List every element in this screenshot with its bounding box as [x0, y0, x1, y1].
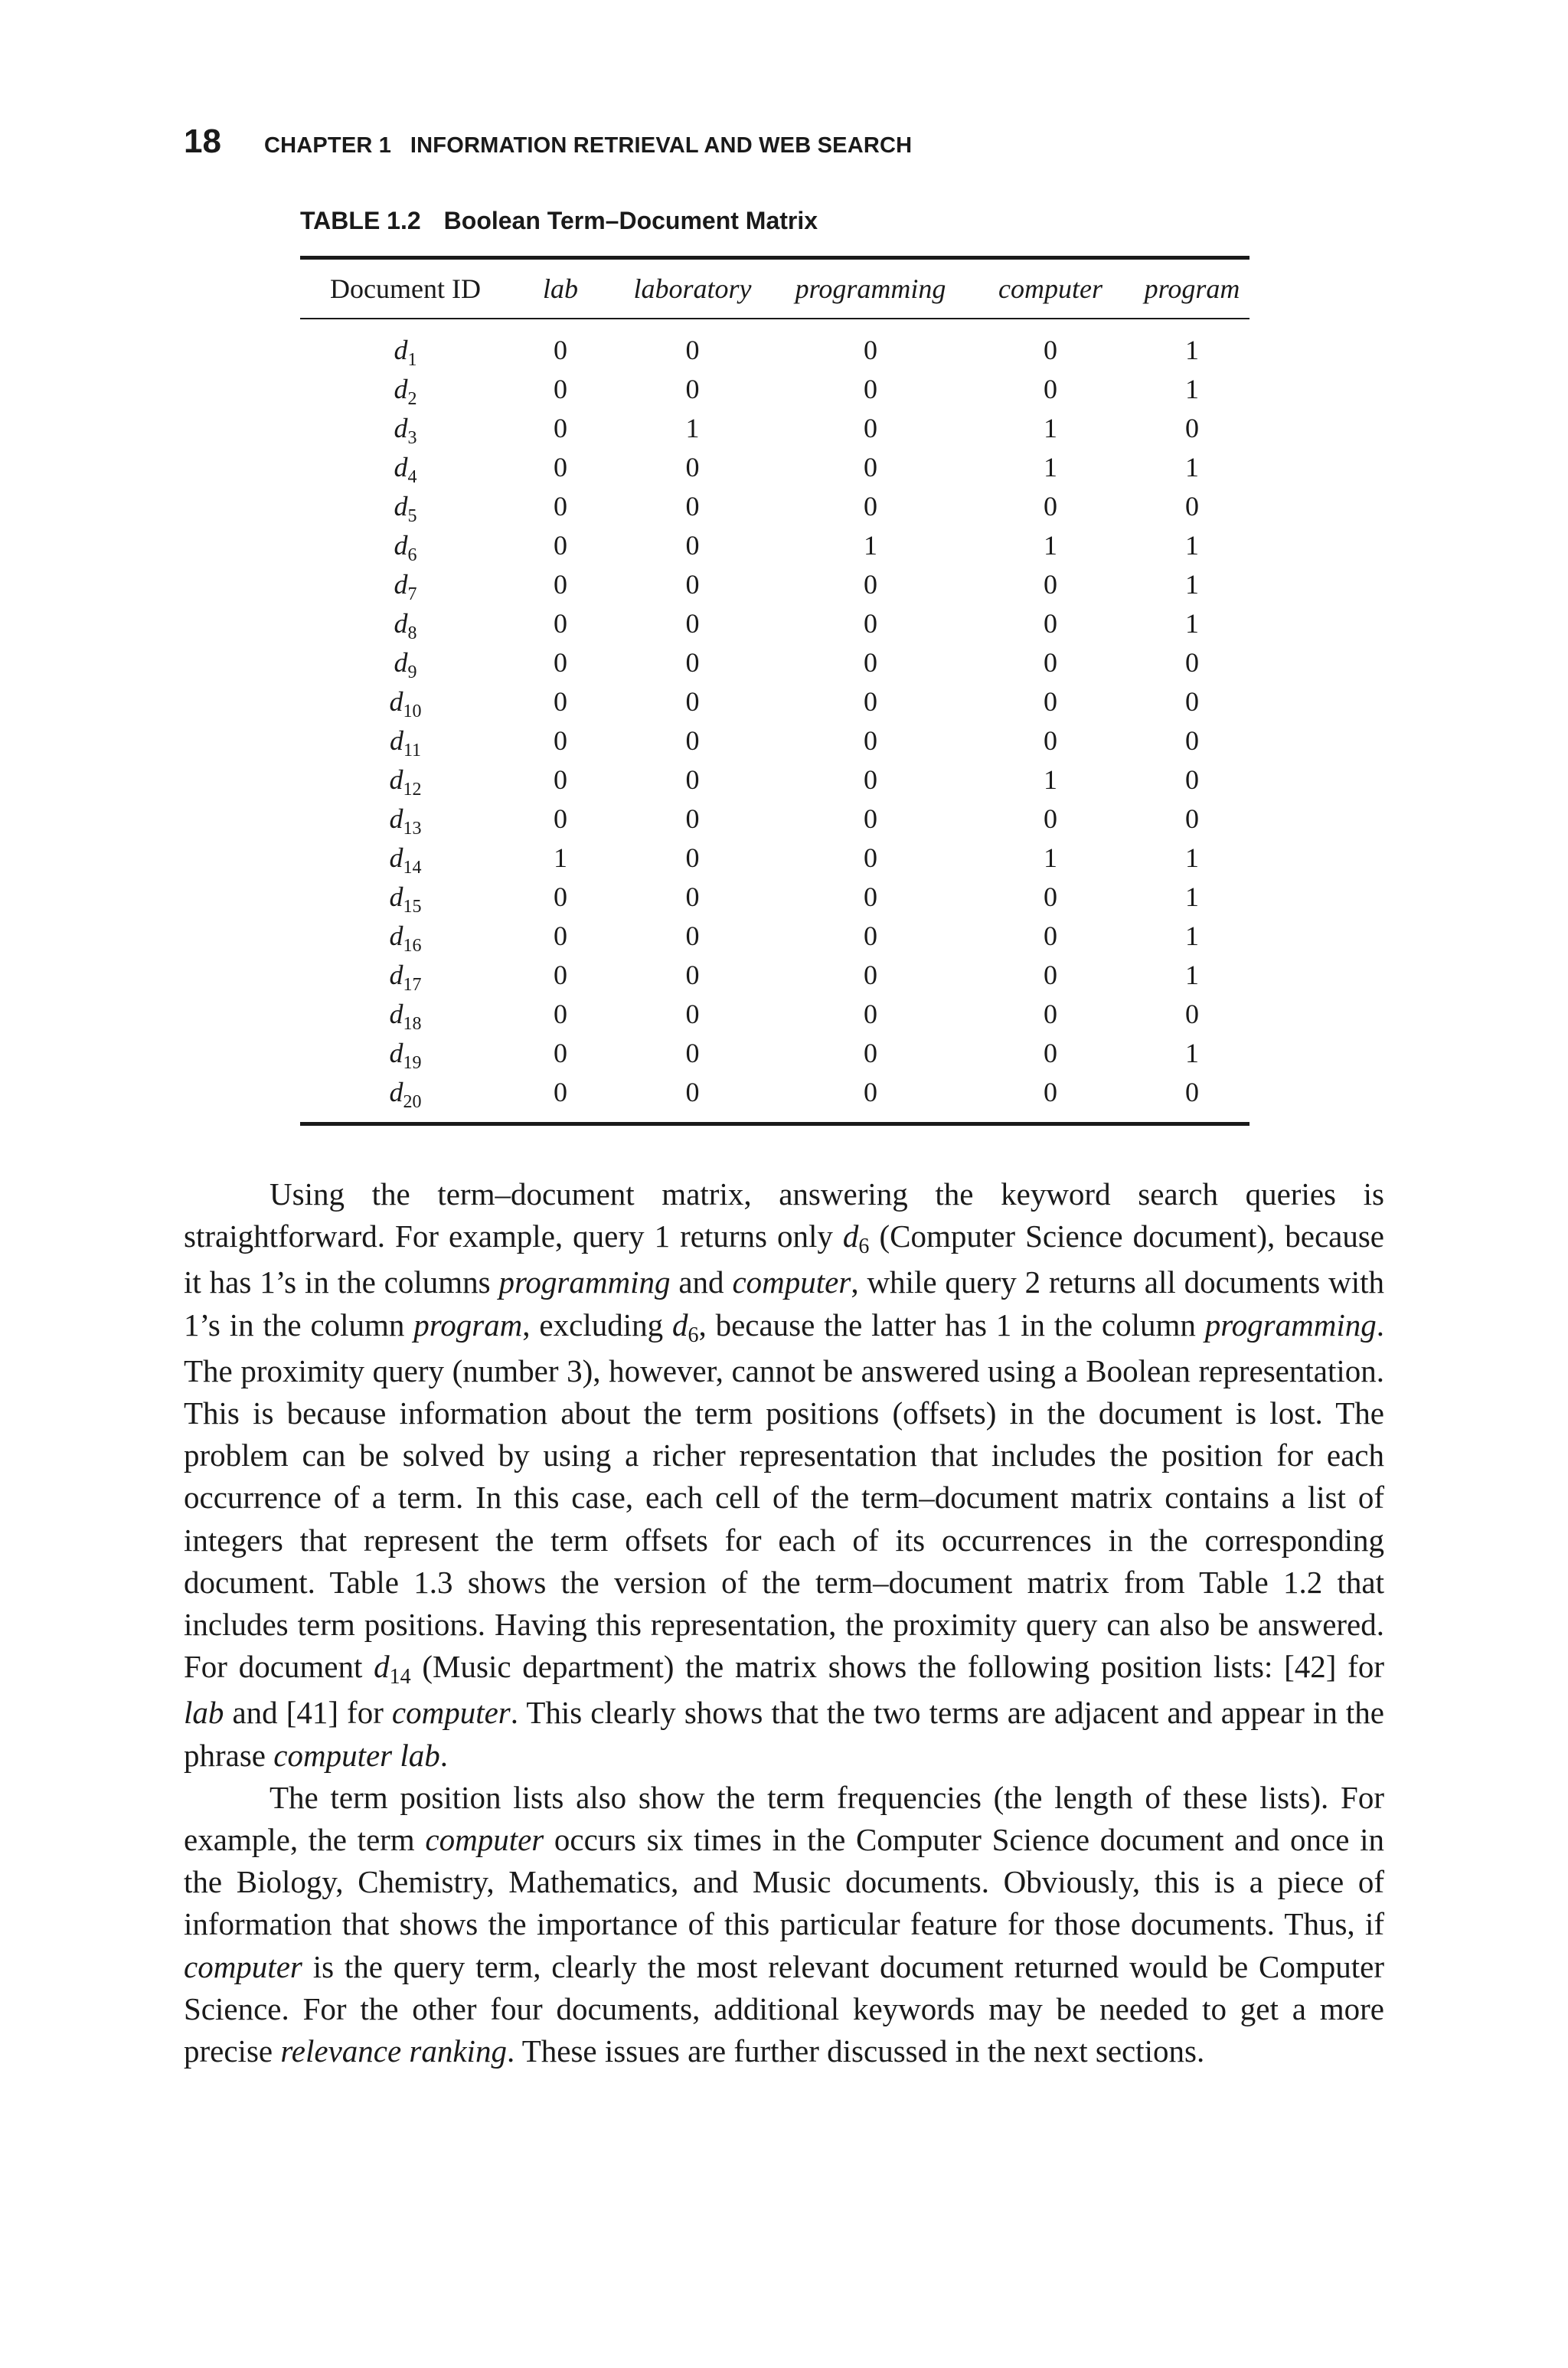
table-row: [300, 799, 1250, 838]
table-row: [300, 838, 1250, 877]
matrix-cell: 0: [554, 1076, 567, 1107]
table-row: [300, 603, 1250, 643]
matrix-cell: 0: [864, 412, 877, 443]
matrix-cell: 0: [554, 373, 567, 404]
matrix-cell: 0: [864, 881, 877, 912]
matrix-cell: 0: [864, 803, 877, 834]
table-row: [300, 916, 1250, 955]
body-text: [184, 1173, 1384, 2072]
matrix-cell: 1: [1185, 842, 1199, 873]
matrix-cell: 0: [1044, 803, 1057, 834]
document-id-cell: $d_{15}$: [389, 881, 422, 917]
matrix-cell: 0: [685, 1076, 700, 1107]
matrix-cell: 1: [1185, 451, 1199, 482]
matrix-cell: 0: [864, 724, 877, 756]
page-number: 18: [184, 123, 221, 160]
matrix-cell: 0: [685, 373, 700, 404]
matrix-cell: 0: [685, 724, 700, 756]
matrix-cell: 0: [864, 451, 877, 482]
table-bottom-rule: [300, 1122, 1250, 1126]
running-head: CHAPTER 1 INFORMATION RETRIEVAL AND WEB SEARCH: [263, 133, 913, 158]
table-row: [300, 564, 1250, 603]
matrix-cell: 0: [1185, 685, 1199, 717]
matrix-cell: 0: [864, 646, 877, 678]
column-header-lab: lab: [542, 273, 578, 304]
matrix-cell: 0: [554, 920, 567, 951]
column-header-programming: programming: [795, 273, 946, 304]
matrix-cell: 0: [1044, 490, 1057, 522]
matrix-cell: 1: [1185, 373, 1199, 404]
document-id-cell: $d_9$: [394, 646, 417, 682]
matrix-cell: 0: [864, 764, 877, 795]
matrix-cell: 0: [554, 959, 567, 990]
document-id-cell: $d_5$: [394, 490, 417, 526]
document-id-cell: $d_2$: [394, 373, 417, 409]
matrix-cell: 0: [554, 881, 567, 912]
matrix-cell: 0: [1044, 920, 1057, 951]
matrix-cell: 1: [1044, 529, 1057, 561]
document-id-cell: $d_{11}$: [389, 724, 422, 760]
document-id-cell: $d_3$: [394, 412, 417, 448]
matrix-cell: 1: [1185, 881, 1199, 912]
matrix-cell: 1: [1185, 568, 1199, 600]
matrix-cell: 0: [864, 568, 877, 600]
column-header-laboratory: laboratory: [633, 273, 752, 304]
matrix-cell: 0: [554, 568, 567, 600]
matrix-cell: 0: [554, 998, 567, 1029]
table-row: [300, 525, 1250, 564]
table-row: [300, 760, 1250, 799]
matrix-cell: 0: [685, 803, 700, 834]
table-body: [300, 319, 1250, 1122]
table-row: [300, 330, 1250, 369]
matrix-cell: 0: [554, 490, 567, 522]
matrix-cell: 0: [685, 1037, 700, 1068]
matrix-cell: 0: [864, 490, 877, 522]
document-id-cell: $d_{18}$: [389, 998, 422, 1034]
matrix-cell: 0: [554, 451, 567, 482]
document-id-cell: $d_4$: [394, 451, 417, 487]
matrix-cell: 0: [864, 1037, 877, 1068]
matrix-cell: 0: [864, 959, 877, 990]
matrix-cell: 0: [1044, 1076, 1057, 1107]
matrix-cell: 0: [1185, 1076, 1199, 1107]
document-id-cell: $d_{12}$: [389, 764, 422, 800]
table-header-row: [300, 260, 1250, 318]
table-row: [300, 721, 1250, 760]
matrix-cell: 0: [1185, 724, 1199, 756]
table-row: [300, 994, 1250, 1033]
matrix-cell: 1: [554, 842, 567, 873]
matrix-cell: 1: [1185, 920, 1199, 951]
document-id-cell: $d_{19}$: [389, 1037, 422, 1073]
matrix-cell: 0: [554, 1037, 567, 1068]
matrix-cell: 0: [554, 646, 567, 678]
matrix-cell: 0: [554, 529, 567, 561]
document-id-cell: $d_{20}$: [389, 1076, 422, 1112]
matrix-cell: 1: [864, 529, 877, 561]
matrix-cell: 0: [685, 998, 700, 1029]
table-row: [300, 1072, 1250, 1111]
matrix-cell: 1: [685, 412, 700, 443]
matrix-cell: 0: [685, 881, 700, 912]
matrix-cell: 0: [864, 998, 877, 1029]
matrix-cell: 0: [554, 764, 567, 795]
matrix-cell: 1: [1185, 334, 1199, 365]
matrix-cell: 0: [1185, 412, 1199, 443]
matrix-cell: 0: [685, 451, 700, 482]
matrix-cell: 0: [685, 334, 700, 365]
matrix-cell: 0: [1044, 959, 1057, 990]
table-caption: [300, 207, 818, 235]
matrix-cell: 0: [554, 607, 567, 639]
matrix-cell: 0: [1044, 607, 1057, 639]
matrix-cell: 0: [1044, 1037, 1057, 1068]
matrix-cell: 1: [1185, 959, 1199, 990]
document-id-cell: $d_{16}$: [389, 920, 422, 956]
matrix-cell: 0: [554, 803, 567, 834]
matrix-cell: 1: [1185, 1037, 1199, 1068]
matrix-cell: 0: [554, 724, 567, 756]
page-header: [184, 123, 912, 161]
paragraph-1: Using the term–document matrix, answering the keyword search queries is straightforward. For example, query 1 returns only $d_6$ (Computer Science document), because it has 1’s in the columns programming and computer, while query 2 returns all documents with 1’s in the column program, excluding $d_6$, because the latter has 1 in the column programming. The proximity query (number 3), however, cannot be answered using a Boolean representation. This is because information about the term positions (offsets) in the document is lost. The problem can be solved by using a richer representation that includes the position for each occurrence of a term. In this case, each cell of the term–document matrix contains a list of integers that represent the term offsets for each of its occurrences in the corresponding document. Table 1.3 shows the version of the term–document matrix from Table 1.2 that includes term positions. Having this representation, the proximity query can also be answered. For document $d_{14}$ (Music department) the matrix shows the following position lists: [42] for lab and [41] for computer. This clearly shows that the two terms are adjacent and appear in the phrase computer lab.: [184, 1176, 1385, 1773]
document-id-cell: $d_6$: [394, 529, 417, 565]
matrix-cell: 1: [1044, 412, 1057, 443]
matrix-cell: 0: [685, 646, 700, 678]
table-row: [300, 486, 1250, 525]
document-id-cell: $d_8$: [394, 607, 417, 643]
matrix-cell: 0: [685, 842, 700, 873]
matrix-cell: 0: [1044, 334, 1057, 365]
matrix-cell: 0: [685, 529, 700, 561]
document-id-cell: $d_7$: [394, 568, 417, 604]
matrix-cell: 1: [1185, 607, 1199, 639]
matrix-cell: 0: [1044, 646, 1057, 678]
matrix-cell: 0: [1044, 998, 1057, 1029]
table-row: [300, 447, 1250, 486]
matrix-cell: 1: [1044, 764, 1057, 795]
matrix-cell: 0: [1185, 646, 1199, 678]
matrix-cell: 0: [864, 1076, 877, 1107]
table-row: [300, 643, 1250, 682]
matrix-cell: 0: [864, 920, 877, 951]
table-row: [300, 682, 1250, 721]
matrix-cell: 0: [1044, 724, 1057, 756]
matrix-cell: 0: [1044, 373, 1057, 404]
matrix-cell: 0: [1185, 764, 1199, 795]
document-id-cell: $d_{17}$: [389, 959, 422, 995]
table-row: [300, 877, 1250, 916]
matrix-cell: 0: [685, 959, 700, 990]
matrix-cell: 0: [1185, 998, 1199, 1029]
matrix-cell: 0: [554, 685, 567, 717]
table-row: [300, 408, 1250, 447]
matrix-cell: 0: [685, 764, 700, 795]
matrix-cell: 0: [685, 568, 700, 600]
matrix-cell: 0: [864, 607, 877, 639]
matrix-cell: 0: [685, 490, 700, 522]
paragraph-2: The term position lists also show the term frequencies (the length of these lists). For example, the term computer occurs six times in the Computer Science document and once in the Biology, Chemistry, Mathematics, and Music documents. Obviously, this is a piece of information that shows the importance of this particular feature for those documents. Thus, if computer is the query term, clearly the most relevant document returned would be Computer Science. For the other four documents, additional keywords may be needed to get a more precise relevance ranking. These issues are further discussed in the next sections.: [184, 1779, 1384, 2069]
matrix-cell: 0: [685, 607, 700, 639]
document-id-cell: $d_{13}$: [389, 803, 422, 839]
matrix-cell: 1: [1185, 529, 1199, 561]
table-row: [300, 1033, 1250, 1072]
column-header-program: program: [1144, 273, 1240, 304]
matrix-cell: 0: [1044, 568, 1057, 600]
matrix-cell: 0: [685, 920, 700, 951]
column-header-computer: computer: [998, 273, 1102, 304]
document-id-cell: $d_1$: [394, 334, 417, 370]
table-row: [300, 369, 1250, 408]
document-id-cell: $d_{14}$: [389, 842, 422, 878]
matrix-cell: 1: [1044, 451, 1057, 482]
matrix-cell: 0: [864, 685, 877, 717]
document-id-cell: $d_{10}$: [389, 685, 422, 721]
column-header-document-id: Document ID: [330, 273, 481, 304]
matrix-cell: 0: [1185, 803, 1199, 834]
matrix-cell: 0: [864, 334, 877, 365]
matrix-cell: 0: [864, 842, 877, 873]
term-document-matrix: [300, 256, 1250, 1126]
table-row: [300, 955, 1250, 994]
matrix-cell: 0: [864, 373, 877, 404]
table-caption-title: Boolean Term–Document Matrix: [443, 207, 818, 234]
matrix-cell: 0: [1185, 490, 1199, 522]
matrix-cell: 0: [685, 685, 700, 717]
table-caption-label: TABLE 1.2: [300, 207, 421, 234]
matrix-cell: 0: [554, 412, 567, 443]
matrix-cell: 0: [1044, 685, 1057, 717]
matrix-cell: 0: [1044, 881, 1057, 912]
matrix-cell: 1: [1044, 842, 1057, 873]
matrix-cell: 0: [554, 334, 567, 365]
